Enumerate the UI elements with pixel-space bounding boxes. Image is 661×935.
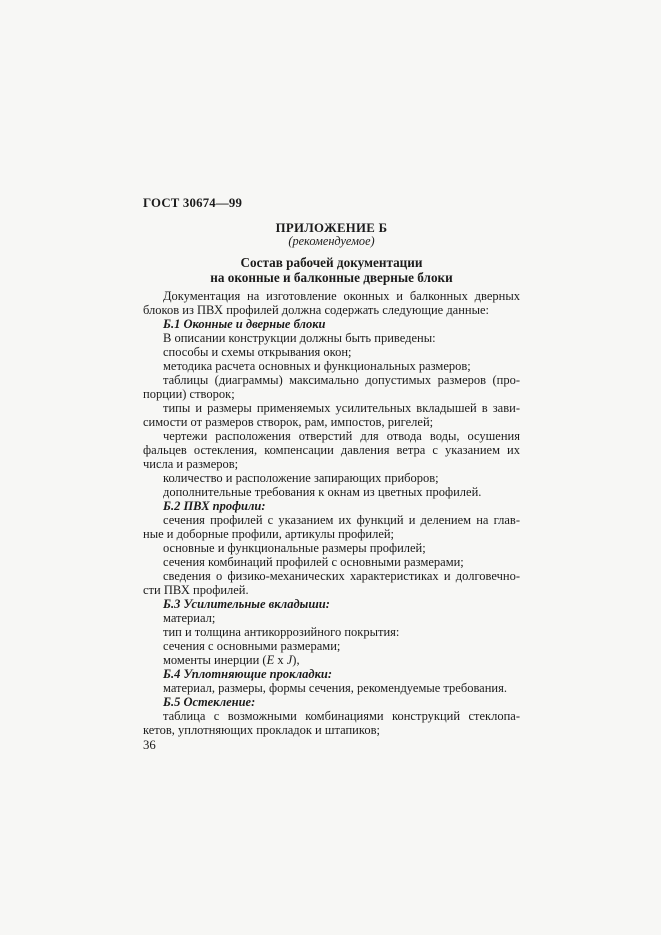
document-body	[143, 289, 520, 737]
text-line: таблицы (диаграммы) максимально допустимых размеров (про-	[163, 373, 520, 387]
text-line: типы и размеры применяемых усилительных вкладышей в зави-	[163, 401, 520, 415]
appendix-label: ПРИЛОЖЕНИЕ Б	[275, 221, 388, 235]
doc-title-line1: Состав рабочей документации	[240, 255, 423, 270]
text-line: чертежи расположения отверстий для отвода воды, осушения	[163, 429, 520, 443]
text-line	[143, 653, 520, 667]
paragraph	[143, 401, 520, 429]
paragraph	[143, 653, 520, 667]
section-heading	[143, 667, 520, 681]
text-line: В описании конструкции должны быть приведены:	[163, 331, 436, 345]
paragraph	[143, 625, 520, 639]
paragraph	[143, 681, 520, 695]
appendix-status: (рекомендуемое)	[288, 234, 375, 248]
doc-title	[143, 255, 520, 285]
text-line: Б.4 Уплотняющие прокладки:	[163, 667, 333, 681]
text-line: Б.2 ПВХ профили:	[163, 499, 266, 513]
paragraph	[143, 485, 520, 499]
text-line: материал, размеры, формы сечения, рекомендуемые требования.	[163, 681, 507, 695]
paragraph	[143, 709, 520, 737]
text-line: ные и доборные профили, артикулы профилей;	[143, 527, 395, 541]
section-heading	[143, 695, 520, 709]
paragraph	[143, 289, 520, 317]
paragraph	[143, 345, 520, 359]
text-line: способы и схемы открывания окон;	[163, 345, 352, 359]
text-line: порции) створок;	[143, 387, 235, 401]
text-line: основные и функциональные размеры профилей;	[163, 541, 426, 555]
text-line: Б.3 Усилительные вкладыши:	[163, 597, 330, 611]
section-heading	[143, 317, 520, 331]
text-line: сечения профилей с указанием их функций и делением на глав-	[163, 513, 520, 527]
text-line: Документация на изготовление оконных и балконных дверных	[163, 289, 520, 303]
text-line: сечения с основными размерами;	[163, 639, 341, 653]
text-line: сечения комбинаций профилей с основными размерами;	[163, 555, 464, 569]
text-line: сведения о физико-механических характеристиках и долговечно-	[163, 569, 520, 583]
doc-title-line2: на оконные и балконные дверные блоки	[210, 270, 453, 285]
paragraph	[143, 569, 520, 597]
text-line: кетов, уплотняющих прокладок и штапиков;	[143, 723, 380, 737]
paragraph	[143, 555, 520, 569]
paragraph	[143, 639, 520, 653]
text-line: сти ПВХ профилей.	[143, 583, 249, 597]
text-line: тип и толщина антикоррозийного покрытия:	[163, 625, 400, 639]
text-line: материал;	[163, 611, 216, 625]
text-run: х	[274, 653, 287, 667]
italic-symbol: E	[266, 653, 275, 667]
italic-symbol: J	[286, 653, 293, 667]
paragraph	[143, 331, 520, 345]
text-line: таблица с возможными комбинациями конструкций стеклопа-	[163, 709, 520, 723]
paragraph	[143, 611, 520, 625]
text-line: количество и расположение запирающих приборов;	[163, 471, 439, 485]
paragraph	[143, 541, 520, 555]
paragraph	[143, 471, 520, 485]
text-line: числа и размеров;	[143, 457, 239, 471]
paragraph	[143, 373, 520, 401]
text-line: Б.1 Оконные и дверные блоки	[163, 317, 326, 331]
paragraph	[143, 513, 520, 541]
text-line: фальцев остекления, компенсации давления ветра с указанием их	[143, 443, 520, 457]
paragraph	[143, 359, 520, 373]
text-line: дополнительные требования к окнам из цветных профилей.	[163, 485, 482, 499]
doc-number: ГОСТ 30674—99	[143, 196, 243, 210]
page-number: 36	[143, 738, 156, 752]
document-content	[143, 221, 520, 737]
text-line: методика расчета основных и функциональных размеров;	[163, 359, 471, 373]
text-run: ),	[292, 653, 300, 667]
section-heading	[143, 597, 520, 611]
text-line: симости от размеров створок, рам, импостов, ригелей;	[143, 415, 434, 429]
text-run: моменты инерции (	[163, 653, 267, 667]
text-line: Б.5 Остекление:	[163, 695, 256, 709]
paragraph	[143, 429, 520, 471]
section-heading	[143, 499, 520, 513]
text-line: блоков из ПВХ профилей должна содержать следующие данные:	[143, 303, 490, 317]
